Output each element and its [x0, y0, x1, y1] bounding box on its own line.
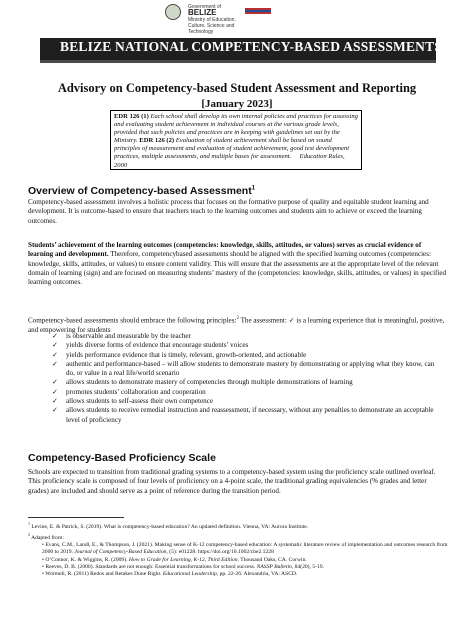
footnote-2-text: Adapted from:	[31, 534, 64, 541]
reference-1-journal: Journal of Competency-Based Education	[74, 549, 167, 556]
document-title: Advisory on Competency-based Student Assessment and Reporting	[57, 81, 417, 95]
reference-2-text: O’Connor, K. & Wiggins, R. (2009).	[45, 556, 128, 563]
reference-3-text: Reeves, D. B. (2000). Standards are not enough: Essential transformations for school success.	[45, 563, 256, 570]
reference-2-rest: Thousand Oaks, CA. Corwin.	[239, 556, 307, 563]
ministry-logo-icon	[240, 4, 272, 22]
reference-1-text: Evans, C.M., Landl, E., & Thompson, J. (2021). Making sense of K-12 competency-based education: A systematic literature review of implementation and outcomes research from 2000 to 2019.	[42, 542, 448, 556]
overview-paragraph: Competency-based assessment involves a holistic process that focuses on the formative purpose of quality and equitable student learning and development. It is outcome-based to ensure that teachers teach to the learning outcomes and students aim to achieve or exceed the learning outcomes.	[28, 198, 429, 225]
list-item: ✓ authentic and performance-based – will allow students to demonstrate mastery by demonstrating or applying what they know, can do, or value in a real life/world scenario	[52, 360, 442, 379]
principles-intro-rest: The assessment: ✓ is a learning experience that is meaningful, positive, and empowering for students	[28, 316, 445, 334]
list-item: ✓ yields performance evidence that is timely, relevant, growth-oriented, and actionable	[52, 351, 442, 360]
government-seal-icon	[165, 4, 181, 20]
footnote-1: $^1$ Levine, E. & Patrick, S. (2019). What is competency-based education? An updated definition. Vienna, VA: Aurora Institute.	[28, 521, 309, 530]
overview-heading	[28, 185, 255, 197]
list-item: ✓ allows students to self-assess their own competence	[52, 397, 442, 406]
footnotes	[28, 520, 448, 578]
list-item: ✓ promotes students’ collaboration and cooperation	[52, 388, 442, 397]
reference-4-journal: Educational Leadership	[162, 570, 217, 577]
banner-title: BELIZE NATIONAL COMPETENCY-BASED ASSESSMENTS	[60, 39, 443, 54]
regulation-ref-1: EDR 126 (1)	[114, 113, 149, 120]
footnote-2: $^2$ Adapted from:	[28, 532, 64, 541]
scale-heading: Competency-Based Proficiency Scale	[28, 452, 216, 464]
list-item: ✓ is observable and measurable by the teacher	[52, 332, 442, 341]
regulation-text-2: Evaluation of student achievement shall be based on sound principles of measurement and evaluation of student achievement, good test development practices, multiple assessments, and multiple bases for assessment.	[114, 137, 350, 161]
header-logos	[165, 4, 315, 35]
gov-line-1: Government of	[188, 4, 222, 10]
reference-item: • O’Connor, K. & Wiggins, R. (2009). How to Grade for Learning, K-12, Third Edition. Thousand Oaks, CA. Corwin.	[42, 556, 307, 563]
students-paragraph	[28, 241, 448, 287]
reference-3-rest: , 84(20), 5-19.	[291, 563, 324, 570]
regulation-text-1: Each school shall develop its own internal policies and practices for assessing and evaluating student achievement in individual courses at the various grade levels, provided that such policies and practices are in keeping with guidelines set out by the Ministry.	[114, 113, 358, 145]
reference-4-rest: , pp. 22-26. Alexandria, VA: ASCD.	[216, 570, 298, 577]
reference-2-book: How to Grade for Learning, K-12, Third Edition.	[128, 556, 239, 563]
footnote-1-text: Levine, E. & Patrick, S. (2019). What is competency-based education? An updated definition. Vienna, VA: Aurora Institute.	[31, 523, 309, 530]
list-item: ✓ allows students to receive remedial instruction and reassessment, if necessary, without any penalties to demonstrate an acceptable level of proficiency	[52, 406, 442, 425]
regulation-box	[110, 110, 362, 170]
regulation-ref-2: EDR 126 (2)	[139, 137, 175, 145]
principles-list	[52, 332, 442, 425]
regulation-source: Education Rules, 2000	[114, 153, 345, 169]
reference-item: • Evans, C.M., Landl, E., & Thompson, J. (2021). Making sense of K-12 competency-based education: A systematic literature review of implementation and outcomes research from 2000 to 2019. Journal of Competency-Based Education, (5): e01228. https://doi.org/10.1002/cbe2.1228	[42, 542, 448, 556]
principles-intro-text: Competency-based assessments should embrace the following principles:	[28, 316, 237, 325]
government-logo-text	[188, 4, 236, 35]
footnote-ref-2: 2	[236, 316, 239, 321]
list-item: ✓ allows students to demonstrate mastery of competencies through multiple demonstrations of learning	[52, 378, 442, 387]
list-item: ✓ yields diverse forms of evidence that encourage students’ voices	[52, 341, 442, 350]
reference-item: • Wormeli, R. (2011) Redos and Retakes Done Right. Educational Leadership, pp. 22-26. Alexandria, VA: ASCD.	[42, 570, 298, 577]
scale-paragraph: Schools are expected to transition from traditional grading systems to a competency-based system using the proficiency scale outlined overleaf. This proficiency scale is composed of four levels of proficiency on a 4-point scale, the traditional grading equivalencies (% grades and letter grades) are included and should serve as a point of reference during the transition period.	[28, 468, 436, 495]
overview-heading-text: Overview of Competency-based Assessment	[28, 185, 252, 197]
footnote-ref-1: 1	[251, 185, 256, 192]
students-lead: Students’ achievement of the learning outcomes (competencies: knowledge, skills, attitudes, or values) serves as crucial evidence of learning and development.	[28, 241, 422, 259]
gov-line-3: Ministry of Education, Culture, Science and Technology	[188, 17, 236, 35]
reference-item: • Reeves, D. B. (2000). Standards are not enough: Essential transformations for school success. NASSP Bulletin, 84(20), 5-19.	[42, 563, 324, 570]
document-date: [January 2023]	[201, 98, 273, 110]
reference-1-rest: , (5): e01228. https://doi.org/10.1002/cbe2.1228	[166, 549, 274, 556]
students-body: Therefore, competencybased assessments should be aligned with the specified learning outcomes (competencies: knowledge, skills, attitudes, or values) to ensure content validity. This will ensure that the assessments are at the appropriate level of the relevant domain of learning (sign) and are focused on measuring students’ mastery of the (competencies: knowledge, skills, attitudes, or values) in specified learning outcomes.	[28, 250, 447, 287]
footnote-divider	[28, 517, 124, 518]
reference-4-text: Wormeli, R. (2011) Redos and Retakes Done Right.	[45, 570, 162, 577]
reference-3-journal: NASSP Bulletin	[256, 563, 292, 570]
gov-line-2: BELIZE	[188, 8, 217, 17]
